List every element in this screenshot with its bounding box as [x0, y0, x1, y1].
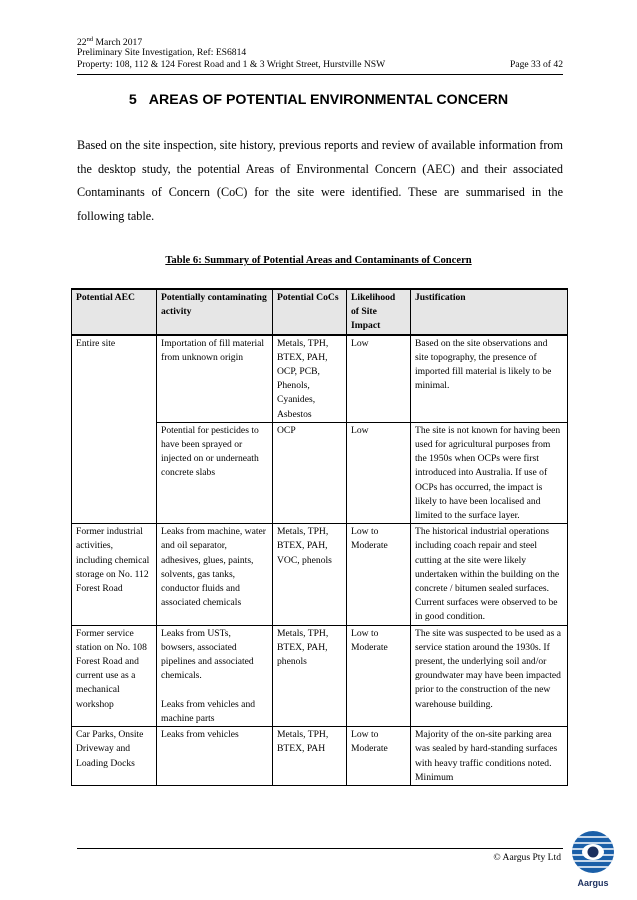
cell-activity: Leaks from vehicles	[157, 727, 273, 786]
table-row	[72, 524, 568, 625]
col-header-cocs: Potential CoCs	[273, 289, 347, 335]
cell-cocs: OCP	[273, 422, 347, 523]
cell-aec: Entire site	[72, 335, 157, 423]
col-header-justification: Justification	[411, 289, 568, 335]
header-divider	[77, 74, 563, 75]
header-study-reference: Preliminary Site Investigation, Ref: ES6814	[77, 47, 247, 58]
header-property-address: Property: 108, 112 & 124 Forest Road and 1 & 3 Wright Street, Hurstville NSW	[77, 59, 386, 70]
cell-activity: Leaks from USTs, bowsers, associated pipelines and associated chemicals. Leaks from vehicles and machine parts	[157, 625, 273, 726]
cell-cocs: Metals, TPH, BTEX, PAH, VOC, phenols	[273, 524, 347, 625]
page-number: Page 33 of 42	[509, 59, 563, 70]
col-header-activity: Potentially contaminating activity	[157, 289, 273, 335]
cell-justification: The site was suspected to be used as a service station around the 1930s. If present, the underlying soil and/or groundwater may have been impacted prior to the construction of the new warehouse building.	[411, 625, 568, 726]
table-header-row	[72, 289, 568, 335]
cell-justification: Based on the site observations and site topography, the presence of imported fill material is likely to be minimal.	[411, 335, 568, 423]
logo-wordmark: Aargus	[577, 878, 609, 888]
cell-likelihood: Low to Moderate	[347, 524, 411, 625]
cell-activity: Importation of fill material from unknown origin	[157, 335, 273, 423]
section-number: 5	[128, 92, 137, 108]
header-date: 22nd March 2017	[77, 36, 143, 49]
cell-justification: The site is not known for having been used for agricultural purposes from the 1950s when OCPs were first introduced into Australia. If use of OCPs has occurred, the impact is likely to have been localised and limited to the surface layer.	[411, 422, 568, 523]
col-header-likelihood: Likelihood of Site Impact	[347, 289, 411, 335]
cell-likelihood: Low to Moderate	[347, 625, 411, 726]
section-heading	[0, 92, 637, 108]
cell-justification: The historical industrial operations including coach repair and steel cutting at the site were likely undertaken within the building on the concrete / bitumen sealed surfaces. Current surfaces were observed to be in good condition.	[411, 524, 568, 625]
cell-aec: Former service station on No. 108 Forest Road and current use as a mechanical workshop	[72, 625, 157, 726]
col-header-aec: Potential AEC	[72, 289, 157, 335]
footer-divider	[77, 848, 563, 849]
cell-aec	[72, 422, 157, 523]
cell-likelihood: Low to Moderate	[347, 727, 411, 786]
cell-justification: Majority of the on-site parking area was sealed by hard-standing surfaces with heavy traffic conditions noted. Minimum	[411, 727, 568, 786]
cell-cocs: Metals, TPH, BTEX, PAH, OCP, PCB, Phenols, Cyanides, Asbestos	[273, 335, 347, 423]
table-caption: Table 6: Summary of Potential Areas and Contaminants of Concern	[165, 255, 472, 266]
cell-likelihood: Low	[347, 335, 411, 423]
aec-summary-table	[71, 288, 567, 786]
cell-aec: Former industrial activities, including chemical storage on No. 112 Forest Road	[72, 524, 157, 625]
cell-aec: Car Parks, Onsite Driveway and Loading Docks	[72, 727, 157, 786]
cell-cocs: Metals, TPH, BTEX, PAH, phenols	[273, 625, 347, 726]
table-row	[72, 625, 568, 726]
section-title: AREAS OF POTENTIAL ENVIRONMENTAL CONCERN	[148, 92, 509, 108]
cell-activity: Potential for pesticides to have been sprayed or injected on or underneath concrete slabs	[157, 422, 273, 523]
table-row	[72, 727, 568, 786]
cell-cocs: Metals, TPH, BTEX, PAH	[273, 727, 347, 786]
cell-activity: Leaks from machine, water and oil separator, adhesives, glues, paints, solvents, gas tanks, conductor fluids and associated chemicals	[157, 524, 273, 625]
table-row	[72, 335, 568, 423]
table-row	[72, 422, 568, 523]
footer-copyright: © Aargus Pty Ltd	[493, 852, 561, 863]
intro-paragraph: Based on the site inspection, site history, previous reports and review of available information from the desktop study, the potential Areas of Environmental Concern (AEC) and their associated Contaminants of Concern (CoC) for the site were identified. These are summarised in the following table.	[77, 138, 563, 223]
cell-likelihood: Low	[347, 422, 411, 523]
